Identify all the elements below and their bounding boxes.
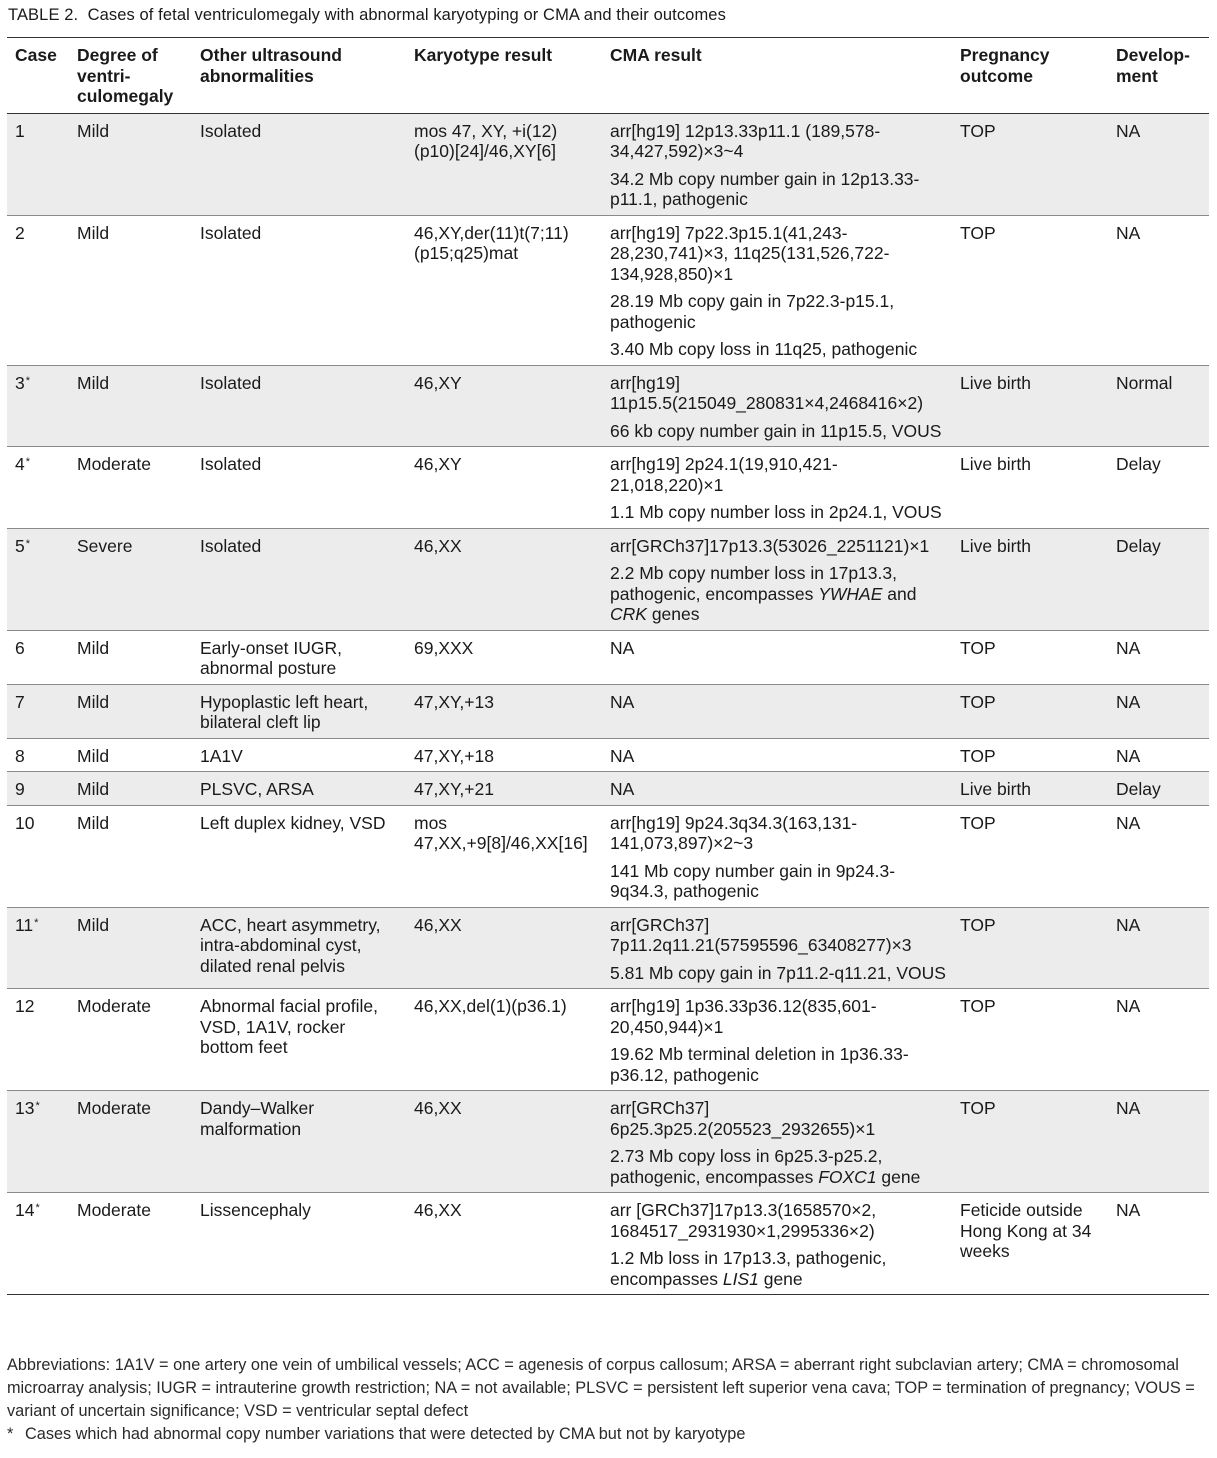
case-cell bbox=[7, 772, 69, 806]
cma-line: arr [GRCh37]17p13.3(1658570×2, 1684517_2931930×1,2995336×2) bbox=[610, 1200, 877, 1241]
footnote-mark: * bbox=[7, 1425, 14, 1443]
degree-cell: Mild bbox=[69, 738, 192, 772]
case-cell bbox=[7, 630, 69, 684]
other-abnormalities-cell: Isolated bbox=[192, 215, 406, 365]
header-karyotype: Karyotype result bbox=[406, 38, 602, 114]
header-case: Case bbox=[7, 38, 69, 114]
cma-line: 1.1 Mb copy number loss in 2p24.1, VOUS bbox=[610, 502, 942, 522]
outcome-cell: TOP bbox=[952, 805, 1108, 907]
case-cell bbox=[7, 215, 69, 365]
other-abnormalities-cell: Hypoplastic left heart, bilateral cleft lip bbox=[192, 684, 406, 738]
karyotype-cell: 46,XX bbox=[406, 1091, 602, 1193]
header-other-abnormalities: Other ultrasound abnormalities bbox=[192, 38, 406, 114]
outcome-cell: TOP bbox=[952, 989, 1108, 1091]
cma-cell bbox=[602, 1091, 952, 1193]
cma-cell bbox=[602, 447, 952, 529]
header-development: Develop-ment bbox=[1108, 38, 1209, 114]
development-cell: Delay bbox=[1108, 528, 1209, 630]
karyotype-cell: 46,XX,del(1)(p36.1) bbox=[406, 989, 602, 1091]
karyotype-cell: 46,XY bbox=[406, 365, 602, 447]
degree-cell: Mild bbox=[69, 805, 192, 907]
gene-name: CRK bbox=[610, 604, 647, 624]
cases-table bbox=[7, 37, 1209, 1295]
other-abnormalities-cell: Abnormal facial profile, VSD, 1A1V, rocker bottom feet bbox=[192, 989, 406, 1091]
cma-cell bbox=[602, 528, 952, 630]
cma-line: arr[hg19] 12p13.33p11.1 (189,578-34,427,592)×3~4 bbox=[610, 120, 881, 161]
outcome-cell: TOP bbox=[952, 630, 1108, 684]
table-body bbox=[7, 113, 1209, 1295]
karyotype-cell: mos 47, XY, +i(12)(p10)[24]/46,XY[6] bbox=[406, 113, 602, 215]
cma-cell bbox=[602, 113, 952, 215]
cma-line: arr[hg19] 11p15.5(215049_280831×4,2468416×2) bbox=[610, 372, 924, 413]
karyotype-cell: 46,XY,der(11)t(7;11)(p15;q25)mat bbox=[406, 215, 602, 365]
karyotype-cell: 47,XY,+21 bbox=[406, 772, 602, 806]
case-cell bbox=[7, 1091, 69, 1193]
footnote-star: * bbox=[25, 537, 31, 550]
case-number: 3 bbox=[15, 372, 25, 393]
cma-line: NA bbox=[610, 691, 635, 712]
cma-line: arr[hg19] 2p24.1(19,910,421-21,018,220)×1 bbox=[610, 454, 838, 495]
other-abnormalities-cell: Early-onset IUGR, abnormal posture bbox=[192, 630, 406, 684]
table-row bbox=[7, 772, 1209, 806]
cma-line: 66 kb copy number gain in 11p15.5, VOUS bbox=[610, 420, 942, 441]
development-cell: NA bbox=[1108, 1091, 1209, 1193]
footnote-star: * bbox=[35, 1202, 40, 1214]
cma-cell bbox=[602, 365, 952, 447]
cma-line: 2.2 Mb copy number loss in 17p13.3, pathogenic, encompasses YWHAE and CRK genes bbox=[610, 563, 917, 624]
cma-line: arr[GRCh37] 6p25.3p25.2(205523_2932655)×1 bbox=[610, 1098, 876, 1139]
case-number: 2 bbox=[15, 222, 25, 243]
karyotype-cell: 46,XX bbox=[406, 1193, 602, 1295]
degree-cell: Mild bbox=[69, 113, 192, 215]
cma-line: 1.2 Mb loss in 17p13.3, pathogenic, encompasses LIS1 gene bbox=[610, 1248, 887, 1289]
development-cell: NA bbox=[1108, 113, 1209, 215]
table-header-row bbox=[7, 38, 1209, 114]
cma-line: arr[hg19] 7p22.3p15.1(41,243-28,230,741)×3, 11q25(131,526,722-134,928,850)×1 bbox=[610, 222, 890, 284]
outcome-cell: TOP bbox=[952, 215, 1108, 365]
development-cell: NA bbox=[1108, 1193, 1209, 1295]
other-abnormalities-cell: Lissencephaly bbox=[192, 1193, 406, 1295]
cma-cell bbox=[602, 989, 952, 1091]
other-abnormalities-cell: Isolated bbox=[192, 528, 406, 630]
case-cell bbox=[7, 907, 69, 989]
cma-cell bbox=[602, 630, 952, 684]
table-row bbox=[7, 630, 1209, 684]
other-abnormalities-cell: Isolated bbox=[192, 447, 406, 529]
case-number: 7 bbox=[15, 691, 25, 712]
cma-cell bbox=[602, 1193, 952, 1295]
case-number: 1 bbox=[15, 120, 25, 141]
degree-cell: Mild bbox=[69, 907, 192, 989]
development-cell: Delay bbox=[1108, 772, 1209, 806]
cma-line: arr[GRCh37] 7p11.2q11.21(57595596_63408277)×3 bbox=[610, 914, 912, 955]
header-degree: Degree of ventri-culomegaly bbox=[69, 38, 192, 114]
cma-cell bbox=[602, 738, 952, 772]
cma-line: arr[GRCh37]17p13.3(53026_2251121)×1 bbox=[610, 535, 930, 556]
table-title: Cases of fetal ventriculomegaly with abnormal karyotyping or CMA and their outcomes bbox=[87, 6, 726, 24]
case-number: 8 bbox=[15, 745, 25, 766]
development-cell: NA bbox=[1108, 989, 1209, 1091]
case-number: 9 bbox=[15, 779, 25, 799]
abbreviations-note: Abbreviations: 1A1V = one artery one vein of umbilical vessels; ACC = agenesis of corpus callosum; ARSA = aberrant right subclavian artery; CMA = chromosomal microarray analysis; IUGR = intrauterine growth restriction; NA = not available; PLSVC = persistent left superior vena cava; TOP = termination of pregnancy; VOUS = variant of uncertain significance; VSD = ventricular septal defect bbox=[7, 1356, 1195, 1420]
cma-line: NA bbox=[610, 779, 635, 799]
gene-name: YWHAE bbox=[818, 583, 883, 604]
footnote-text: Cases which had abnormal copy number variations that were detected by CMA but not by karyotype bbox=[25, 1425, 746, 1443]
outcome-cell: Live birth bbox=[952, 772, 1108, 806]
table-row bbox=[7, 215, 1209, 365]
development-cell: Normal bbox=[1108, 365, 1209, 447]
development-cell: NA bbox=[1108, 215, 1209, 365]
case-number: 4 bbox=[15, 454, 25, 474]
table-row bbox=[7, 113, 1209, 215]
outcome-cell: TOP bbox=[952, 684, 1108, 738]
karyotype-cell: 47,XY,+18 bbox=[406, 738, 602, 772]
degree-cell: Moderate bbox=[69, 1091, 192, 1193]
table-row bbox=[7, 1193, 1209, 1295]
other-abnormalities-cell: PLSVC, ARSA bbox=[192, 772, 406, 806]
cma-line: arr[hg19] 9p24.3q34.3(163,131-141,073,897)×2~3 bbox=[610, 812, 858, 853]
development-cell: NA bbox=[1108, 684, 1209, 738]
cma-line: 19.62 Mb terminal deletion in 1p36.33-p36.12, pathogenic bbox=[610, 1044, 909, 1085]
table-row bbox=[7, 684, 1209, 738]
table-row bbox=[7, 738, 1209, 772]
table-row bbox=[7, 805, 1209, 907]
cma-line: 141 Mb copy number gain in 9p24.3-9q34.3, pathogenic bbox=[610, 860, 896, 901]
case-cell bbox=[7, 738, 69, 772]
other-abnormalities-cell: ACC, heart asymmetry, intra-abdominal cyst, dilated renal pelvis bbox=[192, 907, 406, 989]
footnote bbox=[7, 1423, 1212, 1446]
karyotype-cell: 47,XY,+13 bbox=[406, 684, 602, 738]
karyotype-cell: 46,XY bbox=[406, 447, 602, 529]
other-abnormalities-cell: Dandy–Walker malformation bbox=[192, 1091, 406, 1193]
development-cell: Delay bbox=[1108, 447, 1209, 529]
degree-cell: Severe bbox=[69, 528, 192, 630]
degree-cell: Moderate bbox=[69, 1193, 192, 1295]
degree-cell: Mild bbox=[69, 215, 192, 365]
cma-cell bbox=[602, 684, 952, 738]
cma-cell bbox=[602, 772, 952, 806]
case-number: 13 bbox=[15, 1098, 35, 1118]
cma-line: 2.73 Mb copy loss in 6p25.3-p25.2, pathogenic, encompasses FOXC1 gene bbox=[610, 1146, 921, 1187]
other-abnormalities-cell: Isolated bbox=[192, 113, 406, 215]
degree-cell: Mild bbox=[69, 365, 192, 447]
cma-cell bbox=[602, 907, 952, 989]
cma-line: NA bbox=[610, 637, 635, 658]
degree-cell: Moderate bbox=[69, 989, 192, 1091]
case-cell bbox=[7, 528, 69, 630]
degree-cell: Moderate bbox=[69, 447, 192, 529]
gene-name: FOXC1 bbox=[818, 1166, 877, 1187]
case-number: 6 bbox=[15, 637, 25, 658]
cma-cell bbox=[602, 805, 952, 907]
outcome-cell: TOP bbox=[952, 738, 1108, 772]
table-row bbox=[7, 528, 1209, 630]
cma-cell bbox=[602, 215, 952, 365]
case-cell bbox=[7, 684, 69, 738]
footnote-star: * bbox=[25, 374, 31, 387]
development-cell: NA bbox=[1108, 907, 1209, 989]
case-cell bbox=[7, 365, 69, 447]
degree-cell: Mild bbox=[69, 772, 192, 806]
cma-line: 34.2 Mb copy number gain in 12p13.33-p11.1, pathogenic bbox=[610, 168, 920, 209]
outcome-cell: Live birth bbox=[952, 365, 1108, 447]
table-row bbox=[7, 447, 1209, 529]
development-cell: NA bbox=[1108, 738, 1209, 772]
degree-cell: Mild bbox=[69, 684, 192, 738]
case-number: 11 bbox=[15, 914, 34, 935]
table-caption bbox=[8, 6, 726, 25]
footnote-star: * bbox=[35, 1100, 40, 1112]
outcome-cell: Live birth bbox=[952, 528, 1108, 630]
case-cell bbox=[7, 1193, 69, 1295]
table-row bbox=[7, 907, 1209, 989]
other-abnormalities-cell: Isolated bbox=[192, 365, 406, 447]
case-cell bbox=[7, 989, 69, 1091]
table-row bbox=[7, 989, 1209, 1091]
outcome-cell: TOP bbox=[952, 113, 1108, 215]
case-number: 12 bbox=[15, 996, 35, 1016]
outcome-cell: Live birth bbox=[952, 447, 1108, 529]
header-cma: CMA result bbox=[602, 38, 952, 114]
cma-line: arr[hg19] 1p36.33p36.12(835,601-20,450,944)×1 bbox=[610, 996, 877, 1037]
karyotype-cell: 69,XXX bbox=[406, 630, 602, 684]
table-footer bbox=[7, 1354, 1212, 1446]
karyotype-cell: 46,XX bbox=[406, 528, 602, 630]
footnote-star: * bbox=[25, 456, 31, 468]
case-number: 10 bbox=[15, 812, 35, 833]
development-cell: NA bbox=[1108, 630, 1209, 684]
gene-name: LIS1 bbox=[722, 1268, 759, 1289]
karyotype-cell: mos 47,XX,+9[8]/46,XX[16] bbox=[406, 805, 602, 907]
other-abnormalities-cell: 1A1V bbox=[192, 738, 406, 772]
case-cell bbox=[7, 447, 69, 529]
table-label: TABLE 2. bbox=[8, 6, 79, 24]
cma-line: 3.40 Mb copy loss in 11q25, pathogenic bbox=[610, 339, 918, 359]
degree-cell: Mild bbox=[69, 630, 192, 684]
table-row bbox=[7, 365, 1209, 447]
cma-line: NA bbox=[610, 745, 635, 766]
cma-line: 28.19 Mb copy gain in 7p22.3-p15.1, pathogenic bbox=[610, 291, 895, 332]
case-number: 5 bbox=[15, 535, 25, 556]
case-number: 14 bbox=[15, 1200, 35, 1220]
karyotype-cell: 46,XX bbox=[406, 907, 602, 989]
case-cell bbox=[7, 805, 69, 907]
footnote-star: * bbox=[34, 916, 39, 929]
case-cell bbox=[7, 113, 69, 215]
outcome-cell: TOP bbox=[952, 907, 1108, 989]
table-row bbox=[7, 1091, 1209, 1193]
other-abnormalities-cell: Left duplex kidney, VSD bbox=[192, 805, 406, 907]
outcome-cell: TOP bbox=[952, 1091, 1108, 1193]
cma-line: 5.81 Mb copy gain in 7p11.2-q11.21, VOUS bbox=[610, 962, 946, 983]
header-outcome: Pregnancy outcome bbox=[952, 38, 1108, 114]
outcome-cell: Feticide outside Hong Kong at 34 weeks bbox=[952, 1193, 1108, 1295]
development-cell: NA bbox=[1108, 805, 1209, 907]
